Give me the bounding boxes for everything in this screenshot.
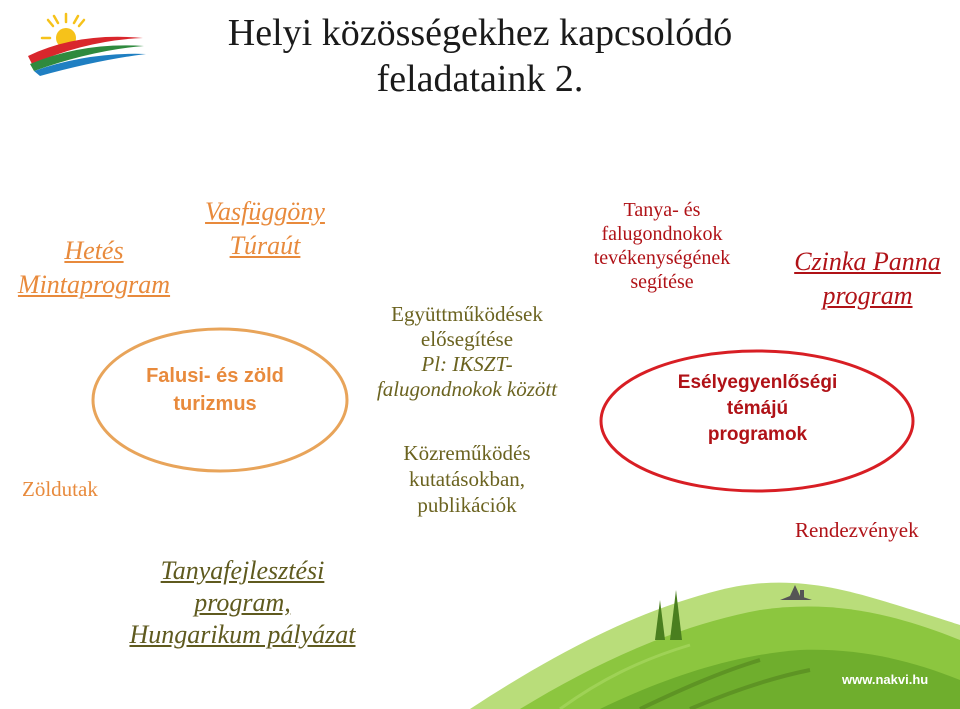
eselyegyenlosegi-text xyxy=(650,370,865,448)
tanyafejlesztesi-line-3: Hungarikum pályázat xyxy=(129,620,356,649)
hetes-line-1: Hetés xyxy=(64,236,124,265)
tanya-line-2: falugondnokok xyxy=(601,223,723,245)
tanyafejlesztesi-link[interactable] xyxy=(100,555,385,651)
czinka-line-2: program xyxy=(822,281,913,310)
eselyegyenlosegi-line-2: témájú xyxy=(726,398,789,419)
kozremukodes-line-2: kutatásokban, xyxy=(408,467,526,491)
kozremukodes-line-1: Közreműködés xyxy=(403,441,531,465)
tanyafejlesztesi-line-2: program, xyxy=(194,588,291,617)
hetes-mintaprogram-link[interactable] xyxy=(4,234,184,302)
czinka-line-1: Czinka Panna xyxy=(794,247,941,276)
watermark-text: www.nakvi.hu xyxy=(842,672,929,687)
egyuttmukodesek-text xyxy=(352,302,582,402)
eselyegyenlosegi-line-1: Esélyegyenlőségi xyxy=(677,372,838,393)
zoldutak-text: Zöldutak xyxy=(22,477,98,501)
title-line-2: feladataink 2. xyxy=(376,58,584,100)
kozremukodes-line-3: publikációk xyxy=(417,493,517,517)
title-line-1: Helyi közösségekhez kapcsolódó xyxy=(227,12,733,54)
eselyegyenlosegi-line-3: programok xyxy=(707,424,808,445)
tanya-line-1: Tanya- és xyxy=(623,199,701,221)
falusi-turizmus-text xyxy=(135,362,295,418)
rendezvenyek-text: Rendezvények xyxy=(795,518,919,542)
egyuttmukodesek-line-2: elősegítése xyxy=(420,327,514,351)
vasfuggony-line-2: Túraút xyxy=(229,231,301,260)
falusi-line-2: turizmus xyxy=(173,393,257,415)
vasfuggony-turaut-link[interactable] xyxy=(180,195,350,263)
hetes-line-2: Mintaprogram xyxy=(17,270,171,299)
tanyafejlesztesi-line-1: Tanyafejlesztési xyxy=(160,556,325,585)
tanya-line-4: segítése xyxy=(630,271,694,293)
falusi-line-1: Falusi- és zöld xyxy=(146,365,284,387)
ikszt-line-1: Pl: IKSZT- xyxy=(421,352,513,376)
egyuttmukodesek-line-1: Együttműködések xyxy=(391,302,543,326)
vasfuggony-line-1: Vasfüggöny xyxy=(205,197,325,226)
kozremukodes-text xyxy=(352,440,582,518)
czinka-panna-link[interactable] xyxy=(775,245,960,313)
tanya-falugondnokok-text xyxy=(562,198,762,294)
ikszt-line-2: falugondnokok között xyxy=(376,377,558,401)
tanya-line-3: tevékenységének xyxy=(593,247,731,269)
